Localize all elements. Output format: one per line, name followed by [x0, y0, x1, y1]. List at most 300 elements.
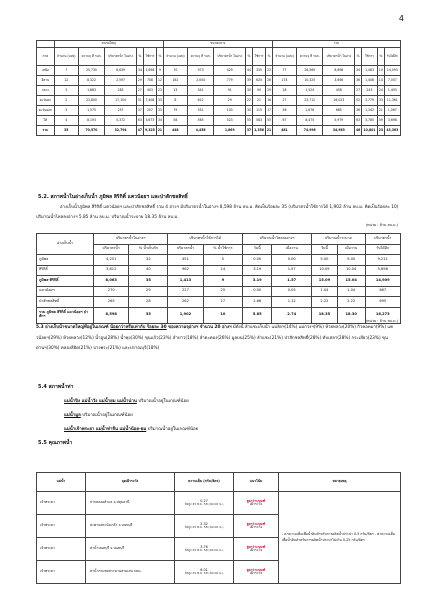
- table-cell: 1,869: [214, 126, 246, 136]
- table-cell: 21: [266, 126, 273, 136]
- table-row: [37, 76, 401, 86]
- table-cell: 10: [203, 307, 242, 323]
- table-cell: 14: [203, 265, 242, 276]
- table-cell: 565: [188, 116, 214, 126]
- t5-col-station: จุดเฝ้าระวัง: [86, 473, 175, 492]
- t2-col-volume: ปริมาตรน้ำในอ่างฯ: [94, 234, 168, 245]
- table-cell: 44: [246, 66, 253, 76]
- trend-watch: เฝ้าระวัง: [249, 525, 263, 529]
- t5-col-remark: หมายเหตุ: [279, 473, 401, 492]
- table-cell: 10: [378, 66, 385, 76]
- table-cell: 12: [157, 76, 164, 86]
- table1-col-header: ปริมาตรน้ำ ในอ่าง: [214, 48, 246, 66]
- trend-watch: เฝ้าระวัง: [249, 571, 263, 575]
- table-cell: 451: [168, 255, 203, 266]
- table-cell: 0.00: [243, 255, 272, 266]
- table-cell: 2,597: [105, 76, 137, 86]
- t2-col-inflow: ปริมาณน้ำไหลลงอ่างฯ: [243, 234, 312, 245]
- section-5-2-text: อ่างเก็บน้ำภูมิพล สิริกิติ์ แควน้อยฯ และป่าสักชลสิทธิ์ รวม 4 อ่างฯ มีปริมาตรน้ำในอ่างฯ 8,598 ล้าน ลบ.ม. คิดเป็นร้อยละ 35 (ปริมาตรน้ำใช้การได้ 1,902 ล้าน ลบ.ม. คิดเป็นร้อยละ 10) ปริมาณน้ำไหลลงอ่างฯ 5.85 ล้าน ลบ.ม. ปริมาณน้ำระบาย 18.35 ล้าน ลบ.ม.: [36, 205, 399, 220]
- table-cell: 79: [163, 106, 187, 116]
- table-cell: 351: [188, 106, 214, 116]
- table-cell: ตะวันออก: [37, 106, 55, 116]
- table-cell: 9: [157, 66, 164, 76]
- table-cell: 70,570: [78, 126, 104, 136]
- table-cell: 257: [105, 106, 137, 116]
- table-cell: 283: [105, 86, 137, 96]
- table-cell: 973: [188, 66, 214, 76]
- table-row: [37, 286, 401, 297]
- river-status-3: แม่น้ำเจ้าพระยา แม่น้ำท่าจีน แม่น้ำน้อย-ยม ปริมาณน้ำอยู่ในเกณฑ์น้อย: [64, 427, 199, 432]
- table-cell: 8,475: [297, 116, 323, 126]
- table-cell: 59: [378, 116, 385, 126]
- t2-col-release: ปริมาณน้ำระบาย: [312, 234, 366, 245]
- salinity-cell: [175, 561, 234, 584]
- table-cell: สิริกิติ์: [37, 265, 94, 276]
- t5-col-trend: แนวโน้ม: [234, 473, 279, 492]
- trend-cell: [234, 492, 279, 515]
- table-cell: 458: [323, 86, 355, 96]
- salinity-measure-time: วัดสูง 25 พ.ย. 58 (00.00 น.): [184, 502, 224, 507]
- table-cell: 1.57: [272, 265, 312, 276]
- table1-unit-note: (หน่วย : ล้าน ลบ.ม.): [365, 223, 398, 227]
- table-cell: 29: [137, 76, 144, 86]
- group-header-medium: ขนาดกลาง: [163, 41, 272, 48]
- table-cell: 115: [252, 106, 265, 116]
- table-cell: 33: [378, 96, 385, 106]
- section-5-4-heading: 5.4 สภาพน้ำท่า: [38, 384, 74, 390]
- table-cell: 695: [365, 297, 401, 308]
- water-quality-table: [36, 472, 401, 584]
- station-cell: สะพานพระนั่งเกล้า จ.นนทบุรี: [86, 515, 175, 538]
- table-cell: 74,996: [297, 126, 323, 136]
- table-cell: 1,698: [143, 66, 156, 76]
- table-cell: 23: [266, 66, 273, 76]
- table1-col-header: ใช้การ: [143, 48, 156, 66]
- table-cell: 1,356: [252, 126, 265, 136]
- table-cell: 8,063: [94, 276, 129, 287]
- table-total-row: [37, 307, 401, 323]
- table-cell: 1,524: [297, 86, 323, 96]
- table-cell: 21: [378, 106, 385, 116]
- river-cell: เจ้าพระยา: [37, 538, 86, 561]
- station-cell: ท่าน้ำกรมชลประทานสามเสน กทม.: [86, 561, 175, 584]
- table1-col-header: ใช้การ: [361, 48, 377, 66]
- table-cell: 1,493: [384, 86, 400, 96]
- table1-col-header: จำนวน (แห่ง): [54, 48, 78, 66]
- table-cell: 8,898: [323, 66, 355, 76]
- table-row: [37, 96, 401, 106]
- table-cell: 243: [361, 86, 377, 96]
- table-cell: อีสาน: [37, 76, 55, 86]
- table-cell: ภูมิพล: [37, 255, 94, 266]
- table-cell: 30: [246, 106, 253, 116]
- table-cell: ตะวันตก: [37, 96, 55, 106]
- table-cell: 7,057: [384, 76, 400, 86]
- table-cell: เหนือ: [37, 66, 55, 76]
- salinity-cell: [175, 515, 234, 538]
- table-cell: 2.22: [312, 297, 338, 308]
- table-cell: 1,575: [78, 106, 104, 116]
- table1-col-header: ความจุ ที่ รนก.: [297, 48, 323, 66]
- table-cell: 22: [246, 96, 253, 106]
- table-cell: 270: [94, 286, 129, 297]
- table-cell: 2,004: [188, 76, 214, 86]
- table-cell: 3,673: [143, 116, 156, 126]
- table-cell: 5.85: [243, 307, 272, 323]
- table-cell: 341: [188, 86, 214, 96]
- trend-watch: เฝ้าระวัง: [249, 502, 263, 506]
- t2-sub-header: % น้ำใช้การ: [203, 244, 242, 255]
- table-cell: 9,211: [365, 255, 401, 266]
- table-cell: 25: [203, 286, 242, 297]
- table-cell: 30: [246, 86, 253, 96]
- table-cell: 27: [272, 96, 296, 106]
- table-cell: 1,676: [297, 106, 323, 116]
- table-cell: 14,909: [365, 276, 401, 287]
- table-cell: 1,463: [361, 66, 377, 76]
- table-cell: 8,193: [78, 116, 104, 126]
- table-cell: 1,413: [168, 276, 203, 287]
- table-cell: 27: [355, 86, 362, 96]
- trend-cell: [234, 538, 279, 561]
- table-cell: 3,656: [323, 76, 355, 86]
- table-cell: 5,698: [365, 265, 401, 276]
- table-cell: 0.05: [272, 286, 312, 297]
- table-cell: 36: [355, 106, 362, 116]
- table-cell: 1,408: [361, 76, 377, 86]
- table-cell: 58: [163, 116, 187, 126]
- table-cell: 481: [272, 126, 296, 136]
- table-cell: 15.09: [312, 276, 338, 287]
- table-cell: 16: [266, 96, 273, 106]
- table-cell: 667: [365, 286, 401, 297]
- table-cell: 14,093: [384, 66, 400, 76]
- table-cell: 40: [129, 265, 168, 276]
- table-cell: 1,342: [361, 106, 377, 116]
- table-cell: 448: [163, 126, 187, 136]
- table-cell: 18.35: [312, 307, 338, 323]
- t2-sub-header: วันนี้: [243, 244, 272, 255]
- table-cell: 18.30: [337, 307, 365, 323]
- table-cell: 103: [214, 106, 246, 116]
- table-cell: 3,785: [361, 116, 377, 126]
- table-cell: 162: [163, 76, 187, 86]
- t2-sub-header: เมื่อวาน: [272, 244, 312, 255]
- table-cell: 1.04: [312, 286, 338, 297]
- trend-above-threshold: สูงกว่าเกณฑ์: [246, 498, 266, 503]
- table-cell: 56: [272, 106, 296, 116]
- table-cell: 52: [355, 96, 362, 106]
- river-cell: เจ้าพระยา: [37, 492, 86, 515]
- table-cell: รวม: [37, 126, 55, 136]
- table-cell: 70: [163, 66, 187, 76]
- table-cell: 1.12: [272, 297, 312, 308]
- table-cell: 25,730: [78, 66, 104, 76]
- station-cell: ปากคลองสำแล จ.ปทุมธานี: [86, 492, 175, 515]
- table-cell: 17,154: [105, 96, 137, 106]
- remark-cell: - ค่าความเค็มเพื่อน้ำดิบสำหรับการผลิตน้ำประปา 0.5 กรัม/ลิตร - ค่าความเค็มเพื่อน้ำดิบสำหรับการผลิตน้ำประปาไม่เกิน 0.25 กรัม/ลิตร: [279, 492, 401, 584]
- table1-col-header: %: [266, 48, 273, 66]
- table-cell: 21: [252, 96, 265, 106]
- table-cell: 265: [94, 297, 129, 308]
- table-cell: 1,067: [384, 106, 400, 116]
- table-cell: 10.04: [337, 265, 365, 276]
- table-cell: 8: [163, 96, 187, 106]
- table-cell: 7,408: [143, 96, 156, 106]
- table-cell: 15.04: [337, 276, 365, 287]
- table-row: [37, 255, 401, 266]
- salinity-cell: [175, 538, 234, 561]
- table1-col-header: %: [246, 48, 253, 66]
- table-cell: 33: [157, 96, 164, 106]
- table-cell: 227: [168, 286, 203, 297]
- table-row: [37, 106, 401, 116]
- table-cell: 37: [137, 106, 144, 116]
- table-cell: ภูมิพล-สิริกิติ์: [37, 276, 94, 287]
- table-cell: 90: [252, 86, 265, 96]
- river-cell: เจ้าพระยา: [37, 561, 86, 584]
- table-cell: 2.74: [272, 307, 312, 323]
- table-cell: 91: [214, 86, 246, 96]
- table-cell: กลาง: [37, 86, 55, 96]
- table-cell: 0.00: [272, 255, 312, 266]
- table-cell: 1.57: [272, 276, 312, 287]
- table-cell: 27: [137, 86, 144, 96]
- trend-above-threshold: สูงกว่าเกณฑ์: [246, 521, 266, 526]
- section-5-3-heading-suffix: ของความจุอ่างฯ จำนวน 20 อ่างฯ: [166, 325, 232, 330]
- table-cell: ใต้: [37, 116, 55, 126]
- table-cell: 16,023: [323, 96, 355, 106]
- salinity-value: 0.27: [200, 498, 208, 503]
- group-header-total: รวม: [272, 41, 400, 48]
- trend-above-threshold: สูงกว่าเกณฑ์: [246, 567, 266, 572]
- section-5-3-heading: 5.3 อ่างเก็บน้ำขนาดใหญ่ที่อยู่ในเกณฑ์: [36, 325, 111, 330]
- table-cell: 46: [355, 126, 362, 136]
- table-cell: 14: [378, 76, 385, 86]
- table-cell: 51: [137, 96, 144, 106]
- table-cell: 10.09: [312, 265, 338, 276]
- table-cell: 21: [157, 126, 164, 136]
- salinity-measure-time: วัดสูง 25 พ.ย. 58 (00.00 น.): [184, 548, 224, 553]
- table-cell: 2.66: [243, 297, 272, 308]
- table-cell: 29: [129, 286, 168, 297]
- table1-col-header: %: [355, 48, 362, 66]
- table-cell: 26: [266, 76, 273, 86]
- table-cell: 23,712: [297, 96, 323, 106]
- salinity-value: 6.01: [200, 567, 208, 572]
- table-row: [37, 265, 401, 276]
- table-cell: 8,598: [94, 307, 129, 323]
- table-cell: 26,569: [297, 66, 323, 76]
- table-cell: 67: [272, 116, 296, 126]
- t5-col-salinity: ความเค็ม (กรัม/ลิตร): [175, 473, 234, 492]
- table-cell: 29: [214, 96, 246, 106]
- table-cell: 34: [355, 66, 362, 76]
- table-cell: 429: [214, 66, 246, 76]
- table-cell: แควน้อยฯ: [37, 286, 94, 297]
- river-cell: เจ้าพระยา: [37, 515, 86, 538]
- table-cell: 23: [157, 86, 164, 96]
- table1-col-header: ใช้การ: [252, 48, 265, 66]
- table-cell: 1.04: [337, 286, 365, 297]
- table-cell: 335: [252, 66, 265, 76]
- section-5-3-threshold: น้อยกว่าหรือเท่ากับ ร้อยละ 30: [110, 325, 167, 330]
- table-cell: 5,372: [105, 116, 137, 126]
- table1-col-header: %: [378, 48, 385, 66]
- table1-col-header: รับได้อีก: [384, 48, 400, 66]
- t2-sub-header: ปริมาตรน้ำ: [168, 244, 203, 255]
- table-cell: 2: [54, 96, 78, 106]
- table-row: [37, 66, 401, 76]
- trend-watch: เฝ้าระวัง: [249, 548, 263, 552]
- table-cell: 35: [129, 276, 168, 287]
- table-cell: 962: [168, 265, 203, 276]
- table-cell: 39: [246, 76, 253, 86]
- salinity-measure-time: วัดสูง 25 พ.ย. 58 (00.00 น.): [184, 525, 224, 530]
- section-5-3-text: มีดังนี้ ลำแซะเก็บน้ำ แม่งัดฯ(14%) แม่กวงฯ(9%) ห้วยหลวง(20%) กิ่วคอหมา(9%) แควน้อยฯ(29%) ห้วยหลวง(12%) น้ำอูน(28%) น้ำพุง(30%) ขุนแก้ว(23%) ลำปาว(18%) ลำตะคอง(26%) มูลบน(25%) ลำแซะ(21%) ป่าสักชลสิทธิ์(28%) ทับเสลา(28%) กระเสียว(23%) ขุนด่านฯ(30%) คลองสียัด(21%) บางพระ(21%) และปราณบุรี(18%): [36, 325, 394, 351]
- corner-cell: [37, 41, 55, 48]
- table1-col-header: %: [157, 48, 164, 66]
- table-cell: 23,800: [78, 96, 104, 106]
- table-cell: 29: [266, 86, 273, 96]
- page-number: 4: [398, 14, 404, 23]
- table-cell: 685: [323, 106, 355, 116]
- table-cell: 43,363: [384, 126, 400, 136]
- table-cell: 28: [129, 297, 168, 308]
- table-cell: 9,325: [143, 126, 156, 136]
- table-cell: 708: [143, 76, 156, 86]
- table1-col-header: จำนวน (แห่ง): [272, 48, 296, 66]
- table-cell: 4: [54, 116, 78, 126]
- table1-col-header: ความจุ ที่ รนก.: [78, 48, 104, 66]
- table-cell: 36: [355, 76, 362, 86]
- river-status-1: แม่น้ำปิง แม่น้ำวัง แม่น้ำยม แม่น้ำน่าน ปริมาณน้ำอยู่ในเกณฑ์น้อย: [64, 399, 189, 404]
- table-cell: 34,983: [323, 126, 355, 136]
- table-cell: 9.00: [337, 255, 365, 266]
- table1-col-header: ความจุ ที่ รนก.: [188, 48, 214, 66]
- table-cell: ป่าสักชลสิทธิ์: [37, 297, 94, 308]
- station-cell: ท่าน้ำนนทบุรี จ.นนทบุรี: [86, 538, 175, 561]
- table1-col-header: จำนวน (แห่ง): [163, 48, 187, 66]
- t5-col-river: แม่น้ำ: [37, 473, 86, 492]
- table-cell: 262: [168, 297, 203, 308]
- table-cell: 207: [143, 106, 156, 116]
- table-cell: 32: [129, 255, 168, 266]
- table-cell: 35: [54, 126, 78, 136]
- table-cell: 7: [54, 66, 78, 76]
- table-cell: 17: [266, 106, 273, 116]
- table-cell: 34: [137, 66, 144, 76]
- table-cell: 55: [266, 116, 273, 126]
- table-cell: 35: [129, 307, 168, 323]
- table-row: [37, 276, 401, 287]
- table1-col-header: %: [137, 48, 144, 66]
- table-cell: 32,794: [105, 126, 137, 136]
- t2-col-usable: ปริมาตรน้ำใช้การได้: [168, 234, 243, 245]
- table-cell: 612: [188, 96, 214, 106]
- table1-col-header: ภาค: [37, 48, 55, 66]
- salinity-value: 3.76: [200, 544, 208, 549]
- table-row: [37, 86, 401, 96]
- t2-sub-header: เมื่อวาน: [337, 244, 365, 255]
- table-row: [37, 492, 401, 515]
- section-5-5-heading: 5.5 คุณภาพน้ำ: [38, 440, 73, 446]
- table-cell: 63: [355, 116, 362, 126]
- table-cell: 63: [137, 116, 144, 126]
- section-5-3: [36, 323, 400, 355]
- t2-col-capacity: ปริมาตรน้ำ: [365, 234, 401, 245]
- table-cell: 1,883: [78, 86, 104, 96]
- table-cell: 3,812: [94, 265, 129, 276]
- table-cell: 779: [214, 76, 246, 86]
- table-cell: 2.22: [337, 297, 365, 308]
- table-cell: 37: [246, 126, 253, 136]
- table-cell: 583: [252, 116, 265, 126]
- table-cell: 403: [143, 86, 156, 96]
- table-cell: 13: [163, 86, 187, 96]
- table-cell: 34: [157, 116, 164, 126]
- table-cell: 23: [378, 126, 385, 136]
- table-cell: รวม ภูมิพล สิริกิติ์ แควน้อยฯ ป่าสักฯ: [37, 307, 94, 323]
- table-cell: 4,458: [188, 126, 214, 136]
- table-cell: 10,325: [297, 76, 323, 86]
- table-cell: 10,801: [361, 126, 377, 136]
- t2-sub-header: วันนี้: [312, 244, 338, 255]
- table-cell: 33: [157, 106, 164, 116]
- table1-col-header: ปริมาตรน้ำ ในอ่าง: [105, 48, 137, 66]
- table-cell: 3.19: [243, 265, 272, 276]
- table-cell: 16,273: [365, 307, 401, 323]
- table-cell: 77: [272, 66, 296, 76]
- table-cell: 523: [214, 116, 246, 126]
- table2-unit-note: (หน่วย : ล้าน ลบ.ม.): [365, 319, 398, 323]
- table-cell: 47: [137, 126, 144, 136]
- table-row: [37, 116, 401, 126]
- table-cell: 11,361: [384, 96, 400, 106]
- table-cell: 3,698: [384, 116, 400, 126]
- table-cell: 5: [203, 255, 242, 266]
- table-cell: 1,902: [168, 307, 203, 323]
- table-cell: 620: [252, 76, 265, 86]
- table-cell: 8,639: [105, 66, 137, 76]
- table-cell: 18: [272, 86, 296, 96]
- table-cell: 3: [54, 106, 78, 116]
- trend-cell: [234, 515, 279, 538]
- table-cell: 174: [272, 76, 296, 86]
- t2-col-reservoir: อ่างเก็บน้ำ: [37, 234, 94, 255]
- table-cell: 0.00: [243, 286, 272, 297]
- table-cell: 12: [54, 76, 78, 86]
- trend-cell: [234, 561, 279, 584]
- table-cell: 3: [54, 86, 78, 96]
- table-cell: 9: [203, 276, 242, 287]
- table-total-row: [37, 126, 401, 136]
- salinity-measure-time: วัดสูง 25 พ.ย. 58 (00.00 น.): [184, 571, 224, 576]
- reservoir-region-table: [36, 40, 401, 136]
- section-5-2-heading: 5.2. สภาพน้ำในอ่างเก็บน้ำ ภูมิพล สิริกิติ์ แควน้อยฯ และป่าสักชลสิทธิ์: [38, 194, 188, 200]
- table-cell: 4,251: [94, 255, 129, 266]
- table-cell: 5.00: [312, 255, 338, 266]
- salinity-value: 2.32: [200, 521, 208, 526]
- t2-sub-header: % น้ำเก็บกัก: [129, 244, 168, 255]
- main-reservoirs-table: [36, 233, 401, 324]
- table-cell: 3.19: [243, 276, 272, 287]
- table-cell: 24: [378, 86, 385, 96]
- trend-above-threshold: สูงกว่าเกณฑ์: [246, 544, 266, 549]
- table-cell: 55: [246, 116, 253, 126]
- table-cell: 3,779: [361, 96, 377, 106]
- group-header-large: ขนาดใหญ่: [54, 41, 163, 48]
